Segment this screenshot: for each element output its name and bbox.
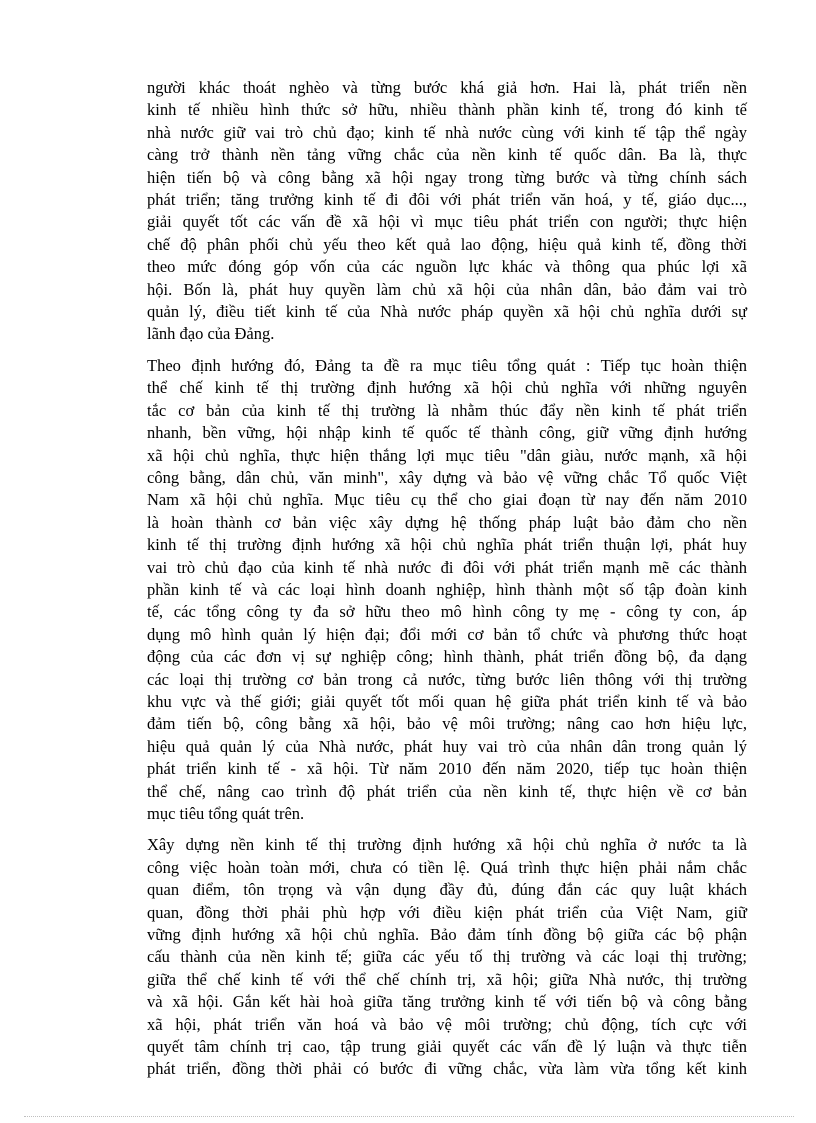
- text-line: tế, các tổng công ty đa sở hữu theo mô hình công ty mẹ - công ty con, áp: [147, 602, 747, 622]
- text-line: dụng mô hình quản lý hiện đại; đổi mới cơ bản tổ chức và phương thức hoạt: [147, 624, 747, 644]
- text-line: phát triển; tăng trưởng kinh tế đi đôi với phát triển văn hoá, y tế, giáo dục...,: [147, 190, 747, 210]
- text-line: xã hội chủ nghĩa, thực hiện thắng lợi mục tiêu "dân giàu, nước mạnh, xã hội: [147, 445, 747, 465]
- text-line: tắc cơ bản của kinh tế thị trường là nhằm thúc đẩy nền kinh tế phát triển: [147, 400, 747, 420]
- text-line: vững định hướng xã hội chủ nghĩa. Bảo đảm tính đồng bộ giữa các bộ phận: [147, 925, 747, 945]
- document-body: [147, 77, 747, 1090]
- text-line: là hoàn thành cơ bản việc xây dựng hệ thống pháp luật bảo đảm cho nền: [147, 512, 747, 532]
- text-line: động của các đơn vị sự nghiệp công; hình thành, phát triển đồng bộ, đa dạng: [147, 647, 747, 667]
- text-line: xã hội, phát triển văn hoá và bảo vệ môi trường; chủ động, tích cực với: [147, 1014, 747, 1034]
- paragraph-2: [147, 355, 747, 826]
- text-line: thể chế, nâng cao trình độ phát triển của nền kinh tế, thực hiện về cơ bản: [147, 781, 747, 801]
- text-line: càng trở thành nền tảng vững chắc của nền kinh tế quốc dân. Ba là, thực: [147, 145, 747, 165]
- text-line: Xây dựng nền kinh tế thị trường định hướng xã hội chủ nghĩa ở nước ta là: [147, 835, 747, 855]
- text-line: phát triển, đồng thời phải có bước đi vững chắc, vừa làm vừa tổng kết kinh: [147, 1059, 747, 1079]
- text-line: công việc hoàn toàn mới, chưa có tiền lệ. Quá trình thực hiện phải nắm chắc: [147, 857, 747, 877]
- text-line: vai trò chủ đạo của kinh tế nhà nước đi đôi với phát triển mạnh mẽ các thành: [147, 557, 747, 577]
- text-line: Theo định hướng đó, Đảng ta đề ra mục tiêu tổng quát : Tiếp tục hoàn thiện: [147, 355, 747, 375]
- text-line: hội. Bốn là, phát huy quyền làm chủ xã hội của nhân dân, bảo đảm vai trò: [147, 279, 747, 299]
- text-line: quan, đồng thời phải phù hợp với điều kiện phát triển của Việt Nam, giữ: [147, 902, 747, 922]
- text-line: chế độ phân phối chủ yếu theo kết quả lao động, hiệu quả kinh tế, đồng thời: [147, 234, 747, 254]
- page-bottom-dotted-rule: [24, 1116, 794, 1117]
- text-line: và xã hội. Gắn kết hài hoà giữa tăng trưởng kinh tế với tiến bộ và công bằng: [147, 992, 747, 1012]
- text-line: theo mức đóng góp vốn của các nguồn lực khác và thông qua phúc lợi xã: [147, 257, 747, 277]
- text-line: công bằng, dân chủ, văn minh", xây dựng và bảo vệ vững chắc Tổ quốc Việt: [147, 467, 747, 487]
- paragraph-3: [147, 834, 747, 1080]
- text-line: nhanh, bền vững, hội nhập kinh tế quốc tế thành công, giữ vững định hướng: [147, 423, 747, 443]
- text-line: kinh tế thị trường định hướng xã hội chủ nghĩa phát triển thuận lợi, phát huy: [147, 535, 747, 555]
- text-line: phần kinh tế và các loại hình doanh nghiệp, hình thành một số tập đoàn kinh: [147, 579, 747, 599]
- text-line: Nam xã hội chủ nghĩa. Mục tiêu cụ thể cho giai đoạn từ nay đến năm 2010: [147, 490, 747, 510]
- text-line: mục tiêu tổng quát trên.: [147, 804, 305, 823]
- text-line: cấu thành của nền kinh tế; giữa các yếu tố thị trường và các loại thị trường;: [147, 947, 747, 967]
- text-line: hiện tiến bộ và công bằng xã hội ngay trong từng bước và từng chính sách: [147, 167, 747, 187]
- text-line: quyết tâm chính trị cao, tập trung giải quyết các vấn đề lý luận và thực tiễn: [147, 1037, 747, 1057]
- text-line: quan điểm, tôn trọng và vận dụng đầy đủ, đúng đắn các quy luật khách: [147, 880, 747, 900]
- text-line: giải quyết tốt các vấn đề xã hội vì mục tiêu phát triển con người; thực hiện: [147, 212, 747, 232]
- text-line: quản lý, điều tiết kinh tế của Nhà nước pháp quyền xã hội chủ nghĩa dưới sự: [147, 302, 747, 322]
- text-line: kinh tế nhiều hình thức sở hữu, nhiều thành phần kinh tế, trong đó kinh tế: [147, 100, 747, 120]
- text-line: thể chế kinh tế thị trường định hướng xã hội chủ nghĩa với những nguyên: [147, 378, 747, 398]
- text-line: khu vực và thế giới; giải quyết tốt mối quan hệ giữa phát triển kinh tế và bảo: [147, 691, 747, 711]
- text-line: phát triển kinh tế - xã hội. Từ năm 2010 đến năm 2020, tiếp tục hoàn thiện: [147, 759, 747, 779]
- text-line: nhà nước giữ vai trò chủ đạo; kinh tế nhà nước cùng với kinh tế tập thể ngày: [147, 122, 747, 142]
- text-line: đảm tiến bộ, công bằng xã hội, bảo vệ môi trường; nâng cao hơn hiệu lực,: [147, 714, 747, 734]
- text-line: các loại thị trường cơ bản trong cả nước, từng bước liên thông với thị trường: [147, 669, 747, 689]
- paragraph-1: [147, 77, 747, 346]
- text-line: hiệu quả quản lý của Nhà nước, phát huy vai trò của nhân dân trong quản lý: [147, 736, 747, 756]
- text-line: người khác thoát nghèo và từng bước khá giả hơn. Hai là, phát triển nền: [147, 78, 747, 97]
- text-line: giữa thể chế kinh tế với thể chế chính trị, xã hội; giữa Nhà nước, thị trường: [147, 969, 747, 989]
- text-line: lãnh đạo của Đảng.: [147, 324, 275, 344]
